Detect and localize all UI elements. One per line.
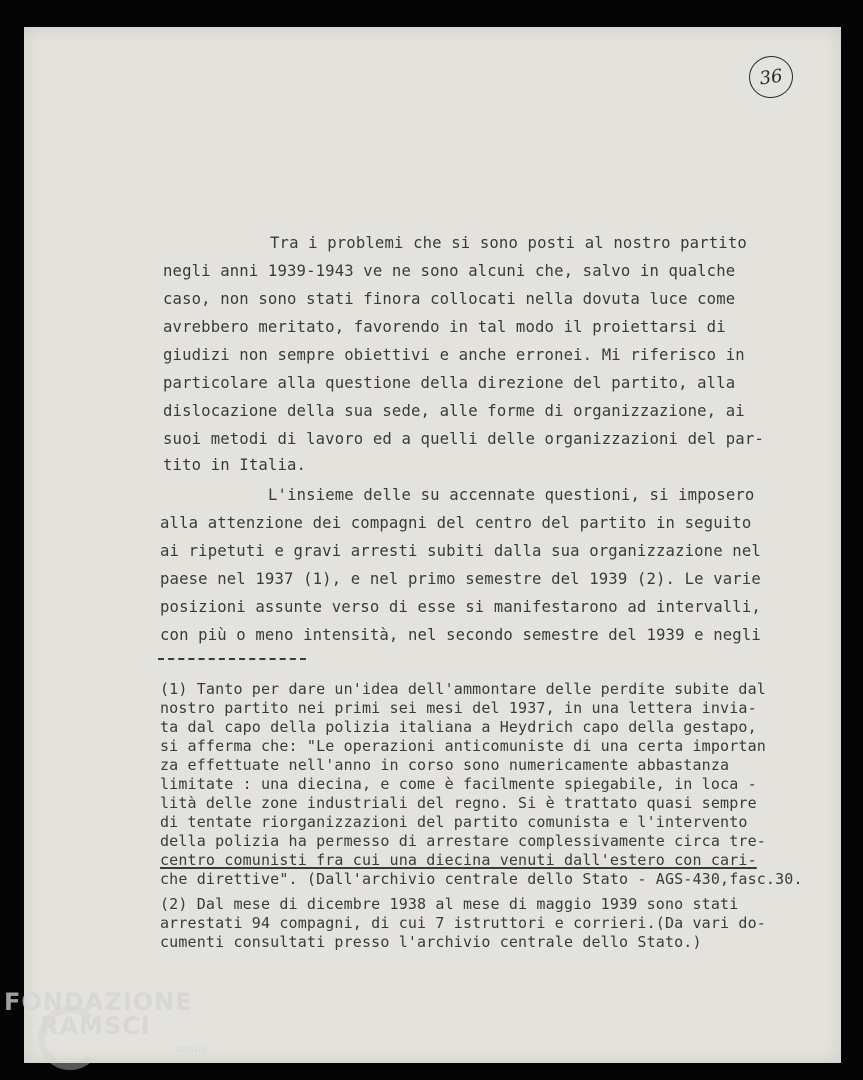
body-line: con più o meno intensità, nel secondo semestre del 1939 e negli (160, 626, 761, 644)
footnote-line: si afferma che: "Le operazioni anticomuniste di una certa importan (160, 737, 766, 755)
footnote-line: (2) Dal mese di dicembre 1938 al mese di maggio 1939 sono stati (160, 895, 739, 913)
footnote-line: limitate : una diecina, e come è facilmente spiegabile, in loca - (160, 775, 757, 793)
body-line: avrebbero meritato, favorendo in tal modo il proiettarsi di (163, 318, 726, 336)
footnote-line: che direttive". (Dall'archivio centrale dello Stato - AGS-430,fasc.30. (160, 870, 803, 888)
body-line: tito in Italia. (163, 456, 307, 474)
footnote-line: della polizia ha permesso di arrestare complessivamente circa tre- (160, 832, 766, 850)
body-line: Tra i problemi che si sono posti al nostro partito (270, 234, 747, 252)
watermark-line2: RAMSCI (40, 1012, 151, 1040)
body-line: L'insieme delle su accennate questioni, si imposero (268, 486, 755, 504)
body-line: posizioni assunte verso di esse si manifestarono ad intervalli, (160, 598, 761, 616)
archive-watermark (4, 988, 208, 1055)
watermark-line3: onlus (176, 1042, 208, 1055)
body-line: paese nel 1937 (1), e nel primo semestre del 1939 (2). Le varie (160, 570, 761, 588)
body-line: caso, non sono stati finora collocati nella dovuta luce come (163, 290, 736, 308)
body-line: suoi metodi di lavoro ed a quelli delle organizzazioni del par- (163, 430, 764, 448)
footnote-separator (158, 658, 306, 660)
footnote-line: nostro partito nei primi sei mesi del 1937, in una lettera invia- (160, 699, 757, 717)
footnote-line: lità delle zone industriali del regno. Si è trattato quasi sempre (160, 794, 757, 812)
body-line: ai ripetuti e gravi arresti subiti dalla sua organizzazione nel (160, 542, 761, 560)
footnote-line: arrestati 94 compagni, di cui 7 istruttori e corrieri.(Da vari do- (160, 914, 766, 932)
body-line: alla attenzione dei compagni del centro del partito in seguito (160, 514, 752, 532)
footnote-line: za effettuate nell'anno in corso sono numericamente abbastanza (160, 756, 730, 774)
footnote-line-underlined: centro comunisti fra cui una diecina venuti dall'estero con cari- (160, 851, 757, 869)
body-line: giudizi non sempre obiettivi e anche erronei. Mi riferisco in (163, 346, 745, 364)
footnote-line: di tentate riorganizzazioni del partito comunista e l'intervento (160, 813, 748, 831)
watermark-line1: FONDAZIONE (4, 988, 193, 1016)
footnote-line: (1) Tanto per dare un'idea dell'ammontare delle perdite subite dal (160, 680, 766, 698)
body-line: dislocazione della sua sede, alle forme di organizzazione, ai (163, 402, 745, 420)
body-line: negli anni 1939-1943 ve ne sono alcuni che, salvo in qualche (163, 262, 736, 280)
page-number-text: 36 (758, 65, 784, 89)
footnote-line: cumenti consultati presso l'archivio centrale dello Stato.) (160, 933, 702, 951)
body-line: particolare alla questione della direzione del partito, alla (163, 374, 736, 392)
footnote-line: ta dal capo della polizia italiana a Heydrich capo della gestapo, (160, 718, 757, 736)
